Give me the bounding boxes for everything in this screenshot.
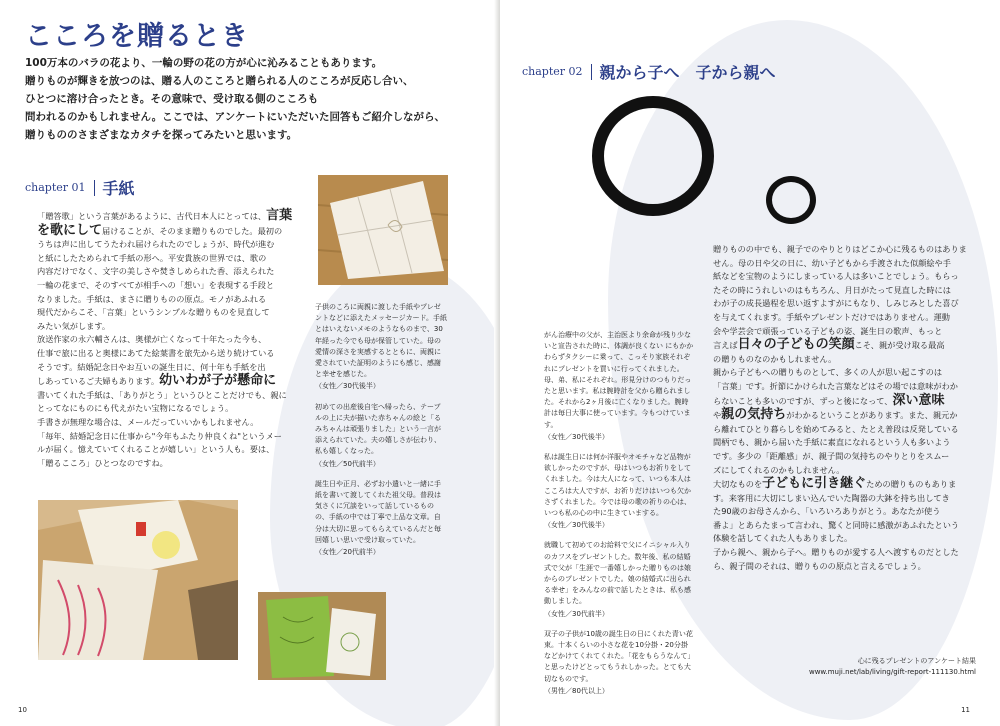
body-text: こそ、親が受け取る最高 bbox=[854, 340, 945, 351]
body-text: ための贈りものもありま bbox=[866, 479, 957, 490]
survey-footer bbox=[809, 656, 976, 678]
body-line bbox=[713, 270, 985, 284]
body-line bbox=[713, 408, 985, 423]
body-text: わが子の成長過程を思い返すよすがにもなり、しみじみとした喜び bbox=[713, 298, 959, 309]
large-ink-circle bbox=[592, 96, 714, 216]
article-body bbox=[37, 209, 302, 470]
survey-quote: 誕生日や正月、必ずお小遣いと一緒に手紙を書いて渡してくれた祖父母。普段は気さくに冗談をいって話しているものの、手紙の中では丁寧で上品な文章。自分は大切に思ってもらえているんだと毎回嬉しい思いで受け取っていた。 bbox=[315, 479, 441, 544]
intro-line: 贈りものが輝きを放つのは、贈る人のこころと贈られる人のこころが反応し合い、 bbox=[25, 75, 414, 87]
footer-label: 心に残るプレゼントのアンケート結果 bbox=[857, 657, 976, 665]
body-text: せん。母の日や父の日に、幼い子どもから手渡された似顔絵や手 bbox=[713, 257, 951, 268]
chapter-heading bbox=[25, 176, 135, 199]
chapter-title: 親から子へ 子から親へ bbox=[599, 63, 776, 82]
body-line bbox=[37, 430, 302, 444]
body-text: 会や学芸会で頑張っている子どもの姿、誕生日の歌声、もっと bbox=[713, 325, 943, 336]
survey-respondent: （男性／80代以上） bbox=[544, 686, 609, 695]
body-line bbox=[37, 224, 302, 239]
body-text: 届けることが、そのまま贈りものでした。最初の bbox=[102, 225, 283, 236]
body-line bbox=[713, 560, 985, 574]
body-line bbox=[713, 546, 985, 560]
body-text: や bbox=[713, 410, 722, 421]
survey-quote: 双子の子供が10歳の誕生日の日にくれた青い花束。十本くらいの小さな花を10分掛・20分掛などかけてくれてくれた。「花をもらうなんて」と思ったけどとってもうれしかった。とても大切なものです。 bbox=[544, 629, 693, 683]
body-line bbox=[713, 436, 985, 450]
child-letter-photo bbox=[38, 500, 238, 660]
chapter-number: chapter 02 bbox=[522, 65, 583, 78]
body-text: 一輪の花まで、そのすべてが相手への「想い」を表現する手段と bbox=[37, 279, 275, 290]
chapter-heading bbox=[522, 60, 776, 83]
body-line bbox=[37, 306, 302, 320]
survey-quote: がん治療中の父が、主治医より余命が残り少ないと宣告された時に、体調が良くない にもかかわらずタクシーに乗って、こっそり家族それぞれにプレゼントを買いに行ってくれました。母、弟、私にそれぞれ。形見分けのつもりだったと思います。私は腕時計を父から贈られました。それから2ヶ月後に亡くなりました。腕時計は毎日大事に使っています。今もつけています。 bbox=[544, 331, 694, 429]
survey-quote: 私は誕生日には何か洋服やオモチャなど品物が欲しかったのですが、母はいつもお祈りをしてくれました。今は大人になって、いつも本人はこころは大人ですが、お祈りだけはいつも欠かさずくれました。今では母の歌の祈りの心は、いつも私の心の中に生きていまする。 bbox=[544, 453, 691, 518]
body-line bbox=[713, 284, 985, 298]
body-line bbox=[37, 347, 302, 361]
body-line bbox=[37, 402, 302, 416]
body-line bbox=[713, 243, 985, 257]
body-text: とってなにものにも代えがたい宝物になるでしょう。 bbox=[37, 403, 234, 414]
intro-line: 贈りもののさまざまなカタチを探ってみたいと思います。 bbox=[25, 129, 298, 141]
survey-quote: 初めての出産後自宅へ帰ったら、テーブルの上に夫が描いた赤ちゃんの絵と「るみちゃんは頑張りました」という一言が添えられていた。夫の嬉しさが伝わり、私も嬉しくなった。 bbox=[315, 402, 441, 456]
body-text: 体験を話してくれた人もありました。 bbox=[713, 533, 853, 544]
chapter-number: chapter 01 bbox=[25, 181, 86, 194]
survey-respondent: （女性／50代前半） bbox=[315, 459, 380, 468]
body-text: 書いてくれた手紙は、「ありがとう」というひとことだけでも、親に bbox=[37, 389, 287, 400]
body-text: 贈りものの中でも、親子でのやりとりはどこか心に残るものはありま bbox=[713, 244, 967, 254]
survey-respondent: （女性／30代前半） bbox=[544, 609, 609, 618]
body-text: の贈りものなのかもしれません。 bbox=[713, 353, 837, 364]
body-text: 子から親へ、親から子へ。贈りものが愛する人へ渡すものだとした bbox=[713, 547, 959, 558]
body-line bbox=[713, 353, 985, 367]
chapter-title: 手紙 bbox=[102, 179, 135, 198]
page-title: こころを贈るとき bbox=[25, 21, 249, 52]
body-text: うちは声に出してうたわれ届けられたのでしょうが、時代が進む bbox=[37, 239, 275, 250]
survey-respondent: （女性／20代前半） bbox=[315, 548, 380, 557]
body-text: 言えば bbox=[713, 340, 738, 351]
body-line bbox=[713, 311, 985, 325]
body-text: そうです。結婚記念日やお互いの誕生日に、何十年も手紙を出 bbox=[37, 361, 266, 372]
chapter-divider bbox=[94, 180, 95, 196]
body-line bbox=[37, 374, 302, 389]
emphasis-text: 日々の子どもの笑顔 bbox=[737, 337, 855, 353]
body-line bbox=[37, 457, 302, 471]
body-line bbox=[713, 297, 985, 311]
body-text: ら離れてひとり暮らしを始めてみると、たとえ普段は反発している bbox=[713, 423, 959, 434]
emphasis-text: 子どもに引き継ぐ bbox=[762, 476, 867, 492]
body-line bbox=[713, 380, 985, 394]
body-line bbox=[37, 209, 302, 224]
body-line bbox=[37, 416, 302, 430]
body-line bbox=[37, 443, 302, 457]
body-text: ら、親子間のそれは、贈りものの原点と言えるでしょう。 bbox=[713, 560, 926, 571]
body-text: ズにしてくれるのかもしれません。 bbox=[713, 464, 845, 475]
body-text: みたい気がします。 bbox=[37, 320, 111, 331]
body-text: 番よ」とあらたまって言われ、驚くと同時に感激があふれたという bbox=[713, 519, 960, 530]
emphasis-text: 親の気持ち bbox=[721, 407, 787, 423]
small-ink-circle bbox=[766, 176, 816, 224]
emphasis-text: 幼いわが子が懸命に bbox=[159, 373, 277, 389]
body-line bbox=[37, 252, 302, 266]
body-text: 「毎年、結婚記念日に仕事から"今年もふたり仲良くね"というメー bbox=[37, 430, 282, 441]
body-line bbox=[37, 279, 302, 293]
body-text: らないことも多いのですが、ずっと後になって、 bbox=[713, 395, 893, 406]
body-text: 内容だけでなく、文字の美しさや焚きしめられた香、添えられた bbox=[37, 266, 275, 277]
page-number: 10 bbox=[18, 706, 27, 714]
body-line bbox=[713, 505, 985, 519]
card-photo bbox=[258, 592, 386, 680]
body-text: 「贈るこころ」ひとつなのですね。 bbox=[37, 457, 168, 468]
body-text: 仕事で旅に出ると奥様にあてた絵葉書を旅先から送り続けている bbox=[37, 347, 275, 358]
body-text: と紙にしたためられて手紙の形へ。平安貴族の世界では、歌の bbox=[37, 252, 267, 263]
body-line bbox=[37, 389, 302, 403]
page-number: 11 bbox=[961, 706, 970, 714]
right-page bbox=[500, 0, 1000, 726]
body-text: たその時にうれしいのはもちろん、月日がたって見直した時には bbox=[713, 284, 951, 295]
body-line bbox=[713, 492, 985, 506]
body-line bbox=[713, 394, 985, 409]
body-line bbox=[37, 333, 302, 347]
body-line bbox=[713, 257, 985, 271]
body-text: 放送作家の永六輔さんは、奥様が亡くなって十年たった今も、 bbox=[37, 334, 267, 345]
body-line bbox=[713, 366, 985, 380]
emphasis-text: 言葉 bbox=[266, 208, 293, 223]
body-text: ルが届く。憶えていてくれることが嬉しい」という人も。要は、 bbox=[37, 444, 275, 455]
body-text: 現代だからこそ、「言葉」というシンプルな贈りものを見直して bbox=[37, 307, 270, 318]
body-text: です。多少の「距離感」が、親子間の気持ちのやりとりをスムー bbox=[713, 450, 950, 461]
intro-line: 問われるのかもしれません。ここでは、アンケートにいただいた回答もご紹介しながら、 bbox=[25, 111, 445, 123]
body-line bbox=[713, 423, 985, 437]
body-text: を与えてくれます。手紙やプレゼントだけではありません。運動 bbox=[713, 311, 950, 322]
voice-column bbox=[544, 330, 694, 706]
body-line bbox=[713, 519, 985, 533]
body-line bbox=[37, 238, 302, 252]
body-line bbox=[713, 338, 985, 353]
body-line bbox=[713, 532, 985, 546]
body-text: 「言葉」です。折節にかけられた言葉などはその場では意味がわか bbox=[713, 380, 958, 391]
chapter-divider bbox=[591, 64, 592, 80]
body-line bbox=[37, 320, 302, 334]
article-body bbox=[713, 243, 985, 573]
body-text: しあっているご夫婦もあります。 bbox=[37, 376, 160, 387]
emphasis-text: 深い意味 bbox=[892, 392, 945, 408]
survey-quote: 子供のころに両親に渡した手紙やプレゼントなどに添えたメッセージカード。手紙とはいえないメモのようなものまで、30年経った今でも母が保管していた。母の愛情の深さを実感するとともに、両親に愛されていた証明のようにも感じ、感謝と幸せを感じた。 bbox=[315, 303, 447, 379]
voice-column bbox=[315, 302, 447, 567]
footer-url: www.muji.net/lab/living/gift-report-111130.html bbox=[808, 668, 976, 676]
body-text: 紙などを宝物のようにしまっている人は多いことでしょう。もらっ bbox=[713, 271, 959, 282]
survey-respondent: （女性／30代後半） bbox=[544, 432, 609, 441]
survey-respondent: （女性／30代後半） bbox=[315, 382, 380, 391]
body-line bbox=[37, 293, 302, 307]
body-text: す。来客用に大切にしまい込んでいた陶器の大鉢を持ち出してき bbox=[713, 492, 950, 503]
body-line bbox=[713, 450, 985, 464]
body-text: 親から子どもへの贈りものとして、多くの人が思い起こすのは bbox=[713, 367, 943, 378]
body-line bbox=[713, 477, 985, 492]
letter-photo bbox=[318, 175, 448, 285]
body-text: がわかるということがあります。また、親元か bbox=[786, 410, 958, 421]
intro-text bbox=[25, 54, 445, 144]
emphasis-text: を歌にして bbox=[37, 222, 103, 238]
intro-line: 100万本のバラの花より、一輪の野の花の方が心に沁みることもあります。 bbox=[25, 57, 383, 69]
body-text: 「贈答歌」という言葉があるように、古代日本人にとっては、 bbox=[37, 211, 267, 221]
survey-quote: 就職して初めてのお給料で父にイニシャル入りのカフスをプレゼントした。数年後、私の結婚式で父が「生涯で一番嬉しかった贈りものは娘からのプレゼントでした。娘の結婚式に出られる幸せ」をみんなの前で話したときは、私も感動しました。 bbox=[544, 541, 691, 606]
body-text: た90歳のお母さんから、「いろいろありがとう。あなたが使う bbox=[713, 506, 941, 517]
body-text: 大切なものを bbox=[713, 479, 763, 490]
body-text: 間柄でも、親から届いた手紙に素直になれるという人も多いよう bbox=[713, 437, 951, 448]
survey-respondent: （女性／30代後半） bbox=[544, 521, 609, 530]
body-text: 手書きが無理な場合は、メールだっていいかもしれません。 bbox=[37, 416, 259, 427]
body-line bbox=[37, 265, 302, 279]
body-text: なりました。手紙は、まさに贈りものの原点。モノがあふれる bbox=[37, 293, 267, 304]
intro-line: ひとつに溶け合ったとき。その意味で、受け取る側のこころも bbox=[25, 93, 319, 105]
